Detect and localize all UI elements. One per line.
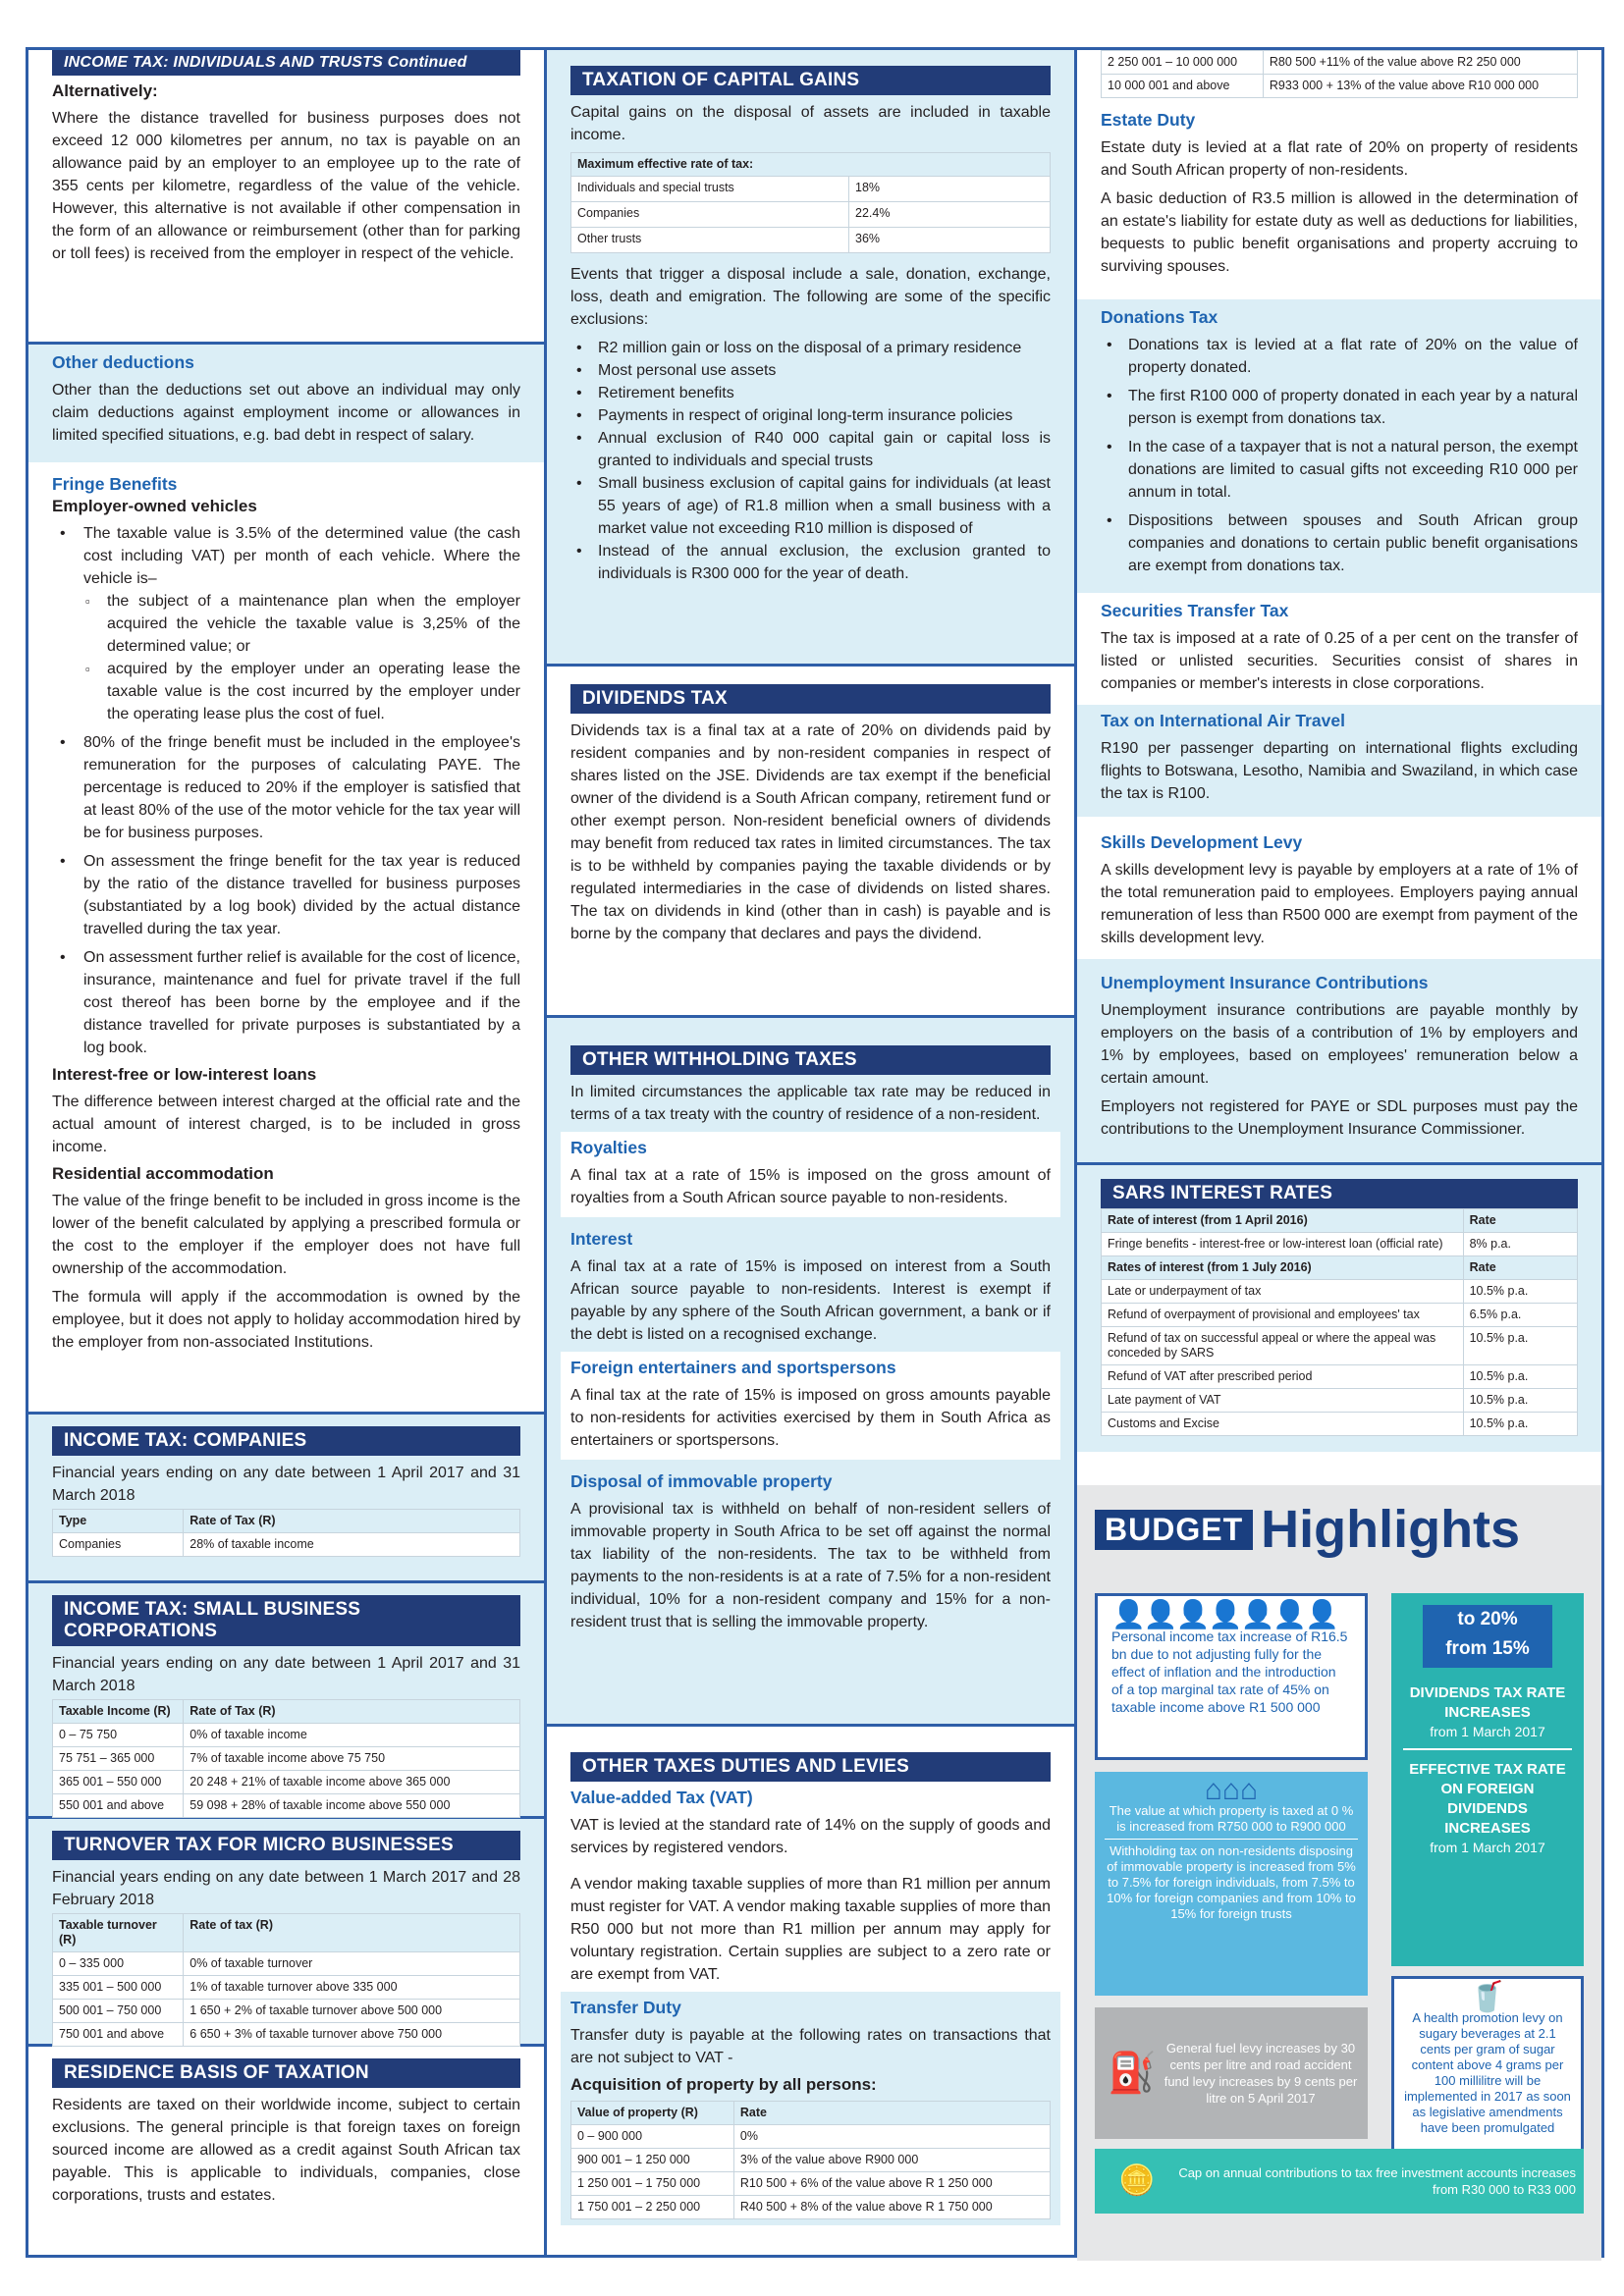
cgt-list	[570, 337, 1051, 585]
cgt-intro: Capital gains on the disposal of assets are included in taxable income.	[570, 104, 1051, 143]
table-cell: 0%	[733, 2125, 1050, 2149]
turnover-text: Financial years ending on any date between 1 March 2017 and 28 February 2018	[52, 1869, 520, 1908]
budget-highlights	[1077, 1485, 1601, 2261]
stt-heading: Securities Transfer Tax	[1101, 601, 1289, 620]
table-cell: 75 751 – 365 000	[53, 1747, 184, 1771]
table-header: Rate of Tax (R)	[184, 1510, 520, 1533]
table-cell: 0 – 900 000	[571, 2125, 734, 2149]
other-deductions-text: Other than the deductions set out above an individual may only claim deductions against employment income or allowances in limited specified situations, e.g. bad debt in respect of salary.	[52, 382, 520, 444]
transfer-table-continued	[1101, 50, 1578, 98]
other-deductions-heading: Other deductions	[52, 352, 194, 372]
table-cell: 500 001 – 750 000	[53, 2000, 184, 2023]
table-cell: 1 250 001 – 1 750 000	[571, 2172, 734, 2196]
section-title: OTHER WITHHOLDING TAXES	[570, 1045, 1051, 1075]
table-cell: 59 098 + 28% of taxable income above 550 000	[184, 1794, 520, 1818]
interest-free-heading: Interest-free or low-interest loans	[52, 1065, 317, 1084]
foreign-box	[561, 1352, 1060, 1460]
transfer-table	[570, 2101, 1051, 2219]
uif-heading: Unemployment Insurance Contributions	[1101, 973, 1429, 992]
dividends-date: from 1 March 2017	[1403, 1723, 1572, 1750]
list-item: • Donations tax is levied at a flat rate of 20% on the value of property donated.	[1101, 334, 1578, 379]
uif-text-2: Employers not registered for PAYE or SDL purposes must pay the contributions to the Unemployment Insurance Commissioner.	[1101, 1098, 1578, 1138]
list-item: • Retirement benefits	[570, 382, 1051, 404]
table-cell: Refund of overpayment of provisional and employees' tax	[1102, 1304, 1464, 1327]
list-item: • Payments in respect of original long-term insurance policies	[570, 404, 1051, 427]
table-cell: 10.5% p.a.	[1463, 1327, 1577, 1365]
budget-word: BUDGET	[1095, 1510, 1253, 1550]
cgt-table	[570, 152, 1051, 253]
table-cell: 1% of taxable turnover above 335 000	[184, 1976, 520, 2000]
table-cell: 2 250 001 – 10 000 000	[1102, 51, 1264, 75]
list-item: ▫ acquired by the employer under an operating lease the taxable value is the cost incurred by the employer under the operating lease plus the cost of fuel.	[83, 658, 520, 725]
alternatively-heading: Alternatively:	[52, 81, 158, 100]
uif-section	[1077, 959, 1601, 1165]
table-header: Value of property (R)	[571, 2102, 734, 2125]
table-cell: 36%	[849, 228, 1051, 253]
table-cell: 0 – 335 000	[53, 1952, 184, 1976]
residence-section	[28, 2047, 544, 2228]
alternatively-text: Where the distance travelled for business purposes does not exceed 12 000 kilometres per annum, no tax is payable on an allowance paid by an employer to an employee up to the rate of 355 cents per kilometre, regardless of the value of the vehicle. However, this alternative is not available if other compensation in the form of an allowance or reimbursement (other than for parking or toll fees) is received from the employer in respect of the vehicle.	[52, 110, 520, 262]
fringe-list	[52, 522, 520, 1059]
vat-text-1: VAT is levied at the standard rate of 14% on the supply of goods and services by registered vendors.	[570, 1817, 1051, 1856]
transfer-box	[561, 1992, 1060, 2225]
column-2	[547, 50, 1077, 2255]
table-cell: Other trusts	[571, 228, 849, 253]
sbc-section	[28, 1583, 544, 1819]
stt-text: The tax is imposed at a rate of 0.25 of a per cent on the transfer of listed or unlisted securities. Securities consist of shares in companies or member's interests in close corporations.	[1101, 630, 1578, 692]
fuel-text: General fuel levy increases by 30 cents per litre and road accident fund levy increases by 9 cents per litre on 5 April 2017	[1164, 2041, 1358, 2106]
list-item: • Dispositions between spouses and South African group companies and donations to certain public benefit organisations are exempt from donations tax.	[1101, 509, 1578, 577]
dividends-tile	[1391, 1593, 1584, 1966]
income-tax-continued-section	[28, 50, 544, 345]
fringe-benefits-section	[28, 474, 544, 1415]
table-cell: 7% of taxable income above 75 750	[184, 1747, 520, 1771]
employer-vehicles-heading: Employer-owned vehicles	[52, 497, 257, 515]
page-frame	[26, 47, 1604, 2258]
immovable-text: A provisional tax is withheld on behalf of non-resident sellers of immovable property in South Africa to be set off against the normal tax liability of the non-residents. The tax to be withheld from payments to the non-residents is at a rate of 7.5% for a non-resident individual, 10% for a non-resident company and 15% for a non-resident trust that is selling the immovable property.	[570, 1501, 1051, 1630]
companies-section	[28, 1415, 544, 1583]
houses-icon: ⌂⌂⌂	[1204, 1774, 1259, 1806]
air-section	[1077, 705, 1601, 817]
table-cell: 0% of taxable income	[184, 1724, 520, 1747]
donations-heading: Donations Tax	[1101, 307, 1218, 327]
donations-list	[1101, 334, 1578, 577]
transfer-text: Transfer duty is payable at the following rates on transactions that are not subject to VAT -	[570, 2027, 1051, 2066]
foreign-heading: Foreign entertainers and sportspersons	[570, 1358, 896, 1377]
vat-heading: Value-added Tax (VAT)	[570, 1788, 753, 1807]
transfer-continued	[1077, 50, 1601, 299]
table-cell: 20 248 + 21% of taxable income above 365 000	[184, 1771, 520, 1794]
table-header: Rate of interest (from 1 April 2016)	[1102, 1209, 1464, 1233]
turnover-section	[28, 1819, 544, 2047]
section-title: INCOME TAX: SMALL BUSINESS CORPORATIONS	[52, 1595, 520, 1646]
beverage-icon: 🥤	[1469, 1981, 1506, 2013]
list-item: • On assessment the fringe benefit for the tax year is reduced by the ratio of the distance travelled for business purposes (substantiated by a log book) divided by the actual distance travelled during the tax year.	[52, 850, 520, 940]
section-title: INCOME TAX: INDIVIDUALS AND TRUSTS Continued	[52, 50, 520, 76]
list-item: • Annual exclusion of R40 000 capital gain or capital loss is granted to individuals and special trusts	[570, 427, 1051, 472]
turnover-table	[52, 1913, 520, 2047]
interest-heading: Interest	[570, 1229, 633, 1249]
section-title: SARS INTEREST RATES	[1101, 1179, 1578, 1208]
sdl-section	[1077, 817, 1601, 959]
table-cell: Refund of VAT after prescribed period	[1102, 1365, 1464, 1389]
section-title: RESIDENCE BASIS OF TAXATION	[52, 2058, 520, 2088]
investment-tile	[1095, 2149, 1584, 2214]
foreign-text: A final tax at the rate of 15% is imposed on gross amounts payable to non-residents for activities exercised by them in South Africa as entertainers or sportspersons.	[570, 1387, 1051, 1449]
table-header: Taxable Income (R)	[53, 1700, 184, 1724]
list-item: • In the case of a taxpayer that is not a natural person, the exempt donations are limited to casual gifts not exceeding R10 000 per annum in total.	[1101, 436, 1578, 504]
table-header: Taxable turnover (R)	[53, 1914, 184, 1952]
coins-icon: 🪙	[1118, 2164, 1156, 2197]
list-item: • The first R100 000 of property donated in each year by a natural person is exempt from donations tax.	[1101, 385, 1578, 430]
donations-section	[1077, 299, 1601, 593]
sugar-text: A health promotion levy on sugary beverages at 2.1 cents per gram of sugar content above 4 grams per 100 millilitre will be implemented in 2017 as soon as legislative amendments have been promulgated	[1404, 2010, 1571, 2135]
table-cell: Companies	[53, 1533, 184, 1557]
list-item: • R2 million gain or loss on the disposal of a primary residence	[570, 337, 1051, 359]
table-cell: 3% of the value above R900 000	[733, 2149, 1050, 2172]
list-item: • The taxable value is 3.5% of the determined value (the cash cost including VAT) per month of each vehicle. Where the vehicle is– ▫ the subject of a maintenance plan when the employer acquired the vehicle the taxable value is 3,25% of the determined value; or ▫ acquired by the employer under an operating lease the taxable value is the cost incurred by the employer under the operating lease plus the cost of fuel.	[52, 522, 520, 725]
fringe-benefits-heading: Fringe Benefits	[52, 474, 178, 494]
table-cell: 28% of taxable income	[184, 1533, 520, 1557]
table-cell: Refund of tax on successful appeal or where the appeal was conceded by SARS	[1102, 1327, 1464, 1365]
income-tax-text: Personal income tax increase of R16.5 bn due to not adjusting fully for the effect of inflation and the introduction of a top marginal tax rate of 45% on taxable income above R1 500 000	[1111, 1629, 1348, 1715]
air-text: R190 per passenger departing on international flights excluding flights to Botswana, Lesotho, Namibia and Swaziland, in which case the tax is R100.	[1101, 740, 1578, 802]
companies-text: Financial years ending on any date between 1 April 2017 and 31 March 2018	[52, 1465, 520, 1504]
table-cell: 22.4%	[849, 202, 1051, 228]
other-taxes-section	[547, 1727, 1074, 2241]
table-cell: 10.5% p.a.	[1463, 1280, 1577, 1304]
table-header: Rate of Tax (R)	[184, 1700, 520, 1724]
estate-text-2: A basic deduction of R3.5 million is allowed in the determination of an estate's liability for estate duty as well as deductions for liabilities, bequests to public benefit organisations and property accruing to surviving spouses.	[1101, 190, 1578, 275]
property-text: The value at which property is taxed at 0 % is increased from R750 000 to R900 000	[1105, 1803, 1358, 1840]
foreign-dividends-date: from 1 March 2017	[1430, 1840, 1545, 1855]
people-icon: 👤👤👤👤👤👤👤	[1111, 1599, 1338, 1629]
table-cell: Companies	[571, 202, 849, 228]
table-cell: 10.5% p.a.	[1463, 1413, 1577, 1436]
table-cell: Customs and Excise	[1102, 1413, 1464, 1436]
list-item: • On assessment further relief is available for the cost of licence, insurance, maintenance and fuel for private travel if the full cost thereof has been borne by the employee and if the distance travelled for private purposes is substantiated by a log book.	[52, 946, 520, 1059]
stt-section	[1077, 593, 1601, 705]
sbc-text: Financial years ending on any date between 1 April 2017 and 31 March 2018	[52, 1655, 520, 1694]
table-cell: 18%	[849, 177, 1051, 202]
section-title: TURNOVER TAX FOR MICRO BUSINESSES	[52, 1831, 520, 1860]
sdl-heading: Skills Development Levy	[1101, 832, 1303, 852]
table-cell: 10 000 001 and above	[1102, 75, 1264, 98]
table-cell: 335 001 – 500 000	[53, 1976, 184, 2000]
table-header: Rate	[733, 2102, 1050, 2125]
table-cell: 900 001 – 1 250 000	[571, 2149, 734, 2172]
table-cell: R40 500 + 8% of the value above R 1 750 000	[733, 2196, 1050, 2219]
table-cell: Individuals and special trusts	[571, 177, 849, 202]
withholding-intro: In limited circumstances the applicable tax rate may be reduced in terms of a tax treaty with the country of residence of a non-resident.	[570, 1084, 1051, 1123]
list-item: • Most personal use assets	[570, 359, 1051, 382]
table-cell: 550 001 and above	[53, 1794, 184, 1818]
vat-text-2: A vendor making taxable supplies of more than R1 million per annum must register for VAT. A vendor making taxable supplies of more than R50 000 but not more than R1 million per annum may apply for voluntary registration. Certain supplies are subject to a zero rate or are exempt from VAT.	[570, 1876, 1051, 1983]
dividends-section	[547, 667, 1074, 1018]
residential-text-2: The formula will apply if the accommodation is owned by the employee, but it does not apply to holiday accommodation hired by the employer from non-associated Institutions.	[52, 1289, 520, 1351]
sdl-text: A skills development levy is payable by employers at a rate of 1% of the total remuneration paid to employees. Employers paying annual remuneration of less than R500 000 are exempt from payment of the skills development levy.	[1101, 862, 1578, 946]
foreign-dividends-text: EFFECTIVE TAX RATE ON FOREIGN DIVIDENDS INCREASES	[1409, 1761, 1566, 1837]
section-title: INCOME TAX: COMPANIES	[52, 1426, 520, 1456]
royalties-heading: Royalties	[570, 1138, 647, 1157]
budget-header	[1095, 1499, 1584, 1560]
estate-text-1: Estate duty is levied at a flat rate of 20% on property of residents and South African property of non-residents.	[1101, 139, 1578, 179]
highlights-word: Highlights	[1261, 1500, 1521, 1559]
sbc-table	[52, 1699, 520, 1818]
table-cell: Late or underpayment of tax	[1102, 1280, 1464, 1304]
table-cell: 6 650 + 3% of taxable turnover above 750 000	[184, 2023, 520, 2047]
acquisition-heading: Acquisition of property by all persons:	[570, 2075, 877, 2094]
cgt-events: Events that trigger a disposal include a sale, donation, exchange, loss, death and emigration. The following are some of the specific exclusions:	[570, 266, 1051, 328]
transfer-heading: Transfer Duty	[570, 1998, 681, 2017]
section-title: DIVIDENDS TAX	[570, 684, 1051, 714]
royalties-text: A final tax at a rate of 15% is imposed on the gross amount of royalties from a South African source payable to non-residents.	[570, 1167, 1051, 1206]
fuel-pump-icon: ⛽	[1108, 2052, 1157, 2095]
withholding-section	[547, 1018, 1074, 1727]
table-cell: 0 – 75 750	[53, 1724, 184, 1747]
interest-free-text: The difference between interest charged at the official rate and the actual amount of interest charged, is to be included in gross income.	[52, 1094, 520, 1155]
residence-text: Residents are taxed on their worldwide income, subject to certain exclusions. The general principle is that foreign taxes on foreign sourced income are allowed as a credit against South African tax payable. This is applicable to individuals, companies, close corporations, trusts and estates.	[52, 2097, 520, 2204]
list-item: • Small business exclusion of capital gains for individuals (at least 55 years of age) of R1.8 million when a small business with a market value not exceeding R10 million is disposed of	[570, 472, 1051, 540]
immovable-heading: Disposal of immovable property	[570, 1471, 833, 1491]
table-cell: 10.5% p.a.	[1463, 1365, 1577, 1389]
section-title: TAXATION OF CAPITAL GAINS	[570, 66, 1051, 95]
income-tax-tile	[1095, 1593, 1368, 1760]
table-cell: 6.5% p.a.	[1463, 1304, 1577, 1327]
to-20-badge: to 20%	[1423, 1605, 1552, 1634]
withholding-text: Withholding tax on non-residents disposing of immovable property is increased from 5% to 7.5% for foreign individuals, from 7.5% to 10% for foreign companies and from 10% to 15% for foreign trusts	[1107, 1843, 1356, 1921]
royalties-box	[561, 1132, 1060, 1217]
investment-text: Cap on annual contributions to tax free investment accounts increases from R30 000 to R33 000	[1178, 2165, 1576, 2197]
table-cell: Late payment of VAT	[1102, 1389, 1464, 1413]
residential-heading: Residential accommodation	[52, 1164, 274, 1183]
list-item: • 80% of the fringe benefit must be included in the employee's remuneration for the purposes of calculating PAYE. The percentage is reduced to 20% if the employer is satisfied that at least 80% of the use of the motor vehicle for the tax year will be for business purposes.	[52, 731, 520, 844]
uif-text-1: Unemployment insurance contributions are payable monthly by employers on the basis of a contribution of 1% by employers and 1% by employees, based on employees' remuneration below a certain amount.	[1101, 1002, 1578, 1087]
table-cell: 1 750 001 – 2 250 000	[571, 2196, 734, 2219]
list-item: • Instead of the annual exclusion, the exclusion granted to individuals is R300 000 for the year of death.	[570, 540, 1051, 585]
table-cell: 8% p.a.	[1463, 1233, 1577, 1256]
table-cell: Fringe benefits - interest-free or low-interest loan (official rate)	[1102, 1233, 1464, 1256]
air-heading: Tax on International Air Travel	[1101, 711, 1345, 730]
section-title: OTHER TAXES DUTIES AND LEVIES	[570, 1752, 1051, 1782]
table-header: Rate	[1463, 1209, 1577, 1233]
table-cell: 10.5% p.a.	[1463, 1389, 1577, 1413]
estate-duty-heading: Estate Duty	[1101, 110, 1196, 130]
dividends-text: Dividends tax is a final tax at a rate of 20% on dividends paid by resident companies and by non-resident companies in respect of shares listed on the JSE. Dividends are tax exempt if the beneficial owner of the dividend is a South African company, retirement fund or other exempt person. Non-resident beneficial owners of dividends may benefit from reduced tax rates in limited circumstances. The tax is to be withheld by companies paying the taxable dividends or by regulated intermediaries in the case of dividends on listed shares. The tax on dividends in kind (other than in cash) is payable and is borne by the company that declares and pays the dividend.	[570, 722, 1051, 942]
table-cell: R80 500 +11% of the value above R2 250 000	[1263, 51, 1577, 75]
table-header: Maximum effective rate of tax:	[571, 153, 1051, 177]
table-header: Rates of interest (from 1 July 2016)	[1102, 1256, 1464, 1280]
cgt-section	[547, 50, 1074, 667]
companies-table	[52, 1509, 520, 1557]
table-cell: 365 001 – 550 000	[53, 1771, 184, 1794]
from-15-badge: from 15%	[1423, 1634, 1552, 1668]
table-cell: 750 001 and above	[53, 2023, 184, 2047]
dividends-rate-text: DIVIDENDS TAX RATE INCREASES	[1409, 1684, 1566, 1721]
table-header: Rate	[1463, 1256, 1577, 1280]
table-header: Rate of tax (R)	[184, 1914, 520, 1952]
table-cell: R10 500 + 6% of the value above R 1 250 000	[733, 2172, 1050, 2196]
table-cell: 1 650 + 2% of taxable turnover above 500 000	[184, 2000, 520, 2023]
column-1	[28, 50, 547, 2255]
fuel-tile	[1095, 2007, 1368, 2139]
list-item: ▫ the subject of a maintenance plan when the employer acquired the vehicle the taxable value is 3,25% of the determined value; or	[83, 590, 520, 658]
table-cell: R933 000 + 13% of the value above R10 000 000	[1263, 75, 1577, 98]
residential-text-1: The value of the fringe benefit to be included in gross income is the lower of the benefit calculated by applying a prescribed formula or the cost to the employer if the employer does not have full ownership of the accommodation.	[52, 1193, 520, 1277]
sars-table	[1101, 1208, 1578, 1436]
property-tile	[1095, 1772, 1368, 1996]
interest-text: A final tax at a rate of 15% is imposed on interest from a South African source payable to non-residents. Interest is exempt if payable by any sphere of the South African government, a bank or if the debt is listed on a recognised exchange.	[570, 1258, 1051, 1343]
other-deductions-section	[28, 345, 544, 462]
table-header: Type	[53, 1510, 184, 1533]
sars-section	[1077, 1165, 1601, 1452]
table-cell: 0% of taxable turnover	[184, 1952, 520, 1976]
